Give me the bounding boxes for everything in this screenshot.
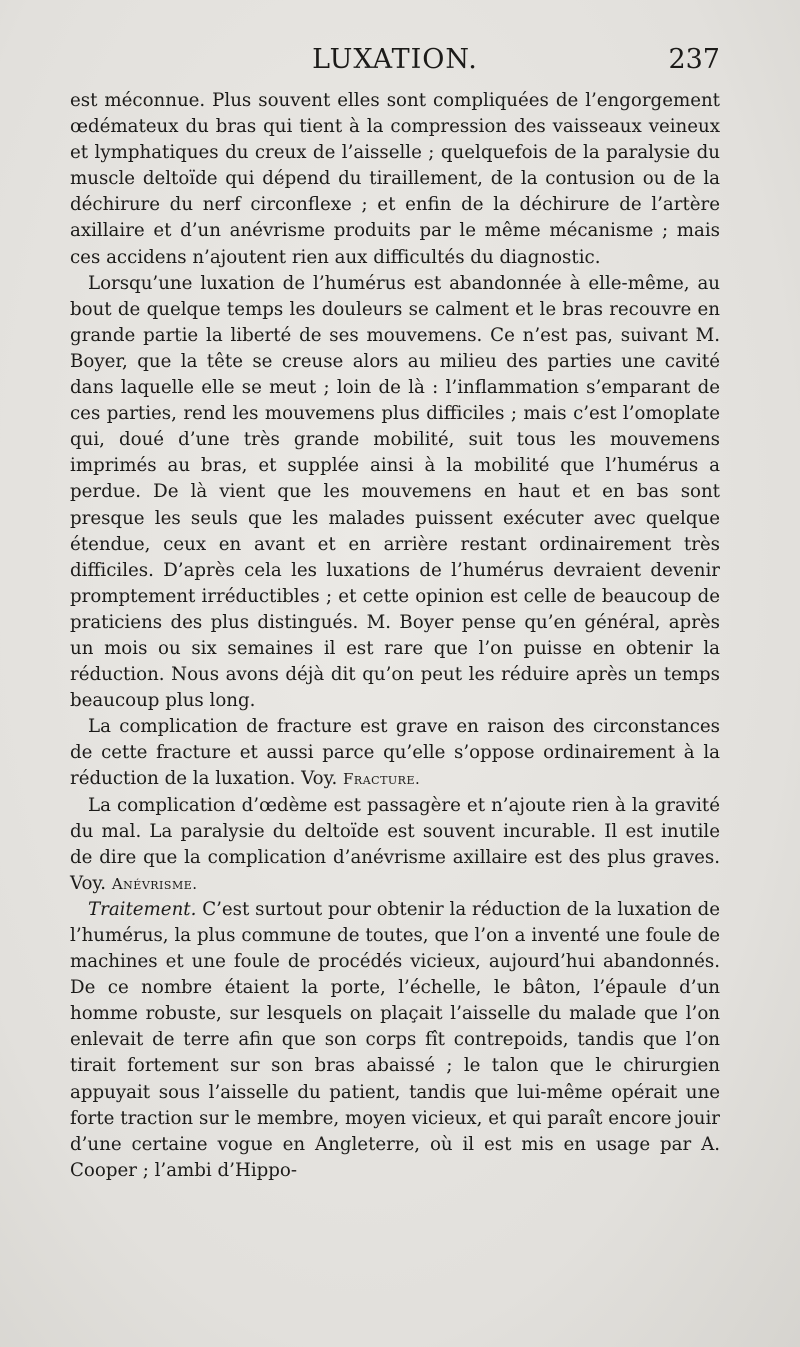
body-text bbox=[70, 88, 720, 1184]
running-head: LUXATION. bbox=[312, 44, 478, 75]
cross-reference-fracture: Fracture. bbox=[343, 770, 421, 789]
cross-reference-anevrisme: Anévrisme. bbox=[111, 874, 198, 893]
paragraph-3 bbox=[70, 714, 720, 792]
paragraph-4 bbox=[70, 793, 720, 897]
paragraph-5-text: C’est surtout pour obtenir la réduction de la luxation de l’humérus, la plus commune de toutes, que l’on a inventé une foule de machines et une foule de procédés vicieux, aujourd’hui abandonnés. De ce nombre étaient la porte, l’échelle, le bâton, l’épaule d’un homme robuste, sur lesquels on plaçait l’aisselle du malade que l’on enlevait de terre afin que son corps fît contrepoids, tandis que l’on tirait fortement sur son bras abaissé ; le talon que le chirurgien appuyait sous l’aisselle du patient, tandis que lui-même opérait une forte traction sur le membre, moyen vicieux, et qui paraît encore jouir d’une certaine vogue en Angleterre, où il est mis en usage par A. Cooper ; l’ambi d’Hippo- bbox=[70, 898, 720, 1181]
paragraph-3-text: La complication de fracture est grave en raison des circonstances de cette fracture et aussi parce qu’elle s’oppose ordinairement à la réduction de la luxation. Voy. bbox=[70, 716, 720, 790]
paragraph-5 bbox=[70, 897, 720, 1184]
paragraph-4-text: La complication d’œdème est passagère et n’ajoute rien à la gravité du mal. La paralysie du deltoïde est souvent incurable. Il est inutile de dire que la complication d’anévrisme axillaire est des plus graves. Voy. bbox=[70, 794, 720, 894]
page-number: 237 bbox=[668, 44, 720, 75]
paragraph-2: Lorsqu’une luxation de l’humérus est abandonnée à elle-même, au bout de quelque temps les douleurs se calment et le bras recouvre en grande partie la liberté de ses mouvemens. Ce n’est pas, suivant M. Boyer, que la tête se creuse alors au milieu des parties une cavité dans laquelle elle se meut ; loin de là : l’inflammation s’emparant de ces parties, rend les mouvemens plus difficiles ; mais c’est l’omoplate qui, doué d’une très grande mobilité, suit tous les mouvemens imprimés au bras, et supplée ainsi à la mobilité que l’humérus a perdue. De là vient que les mouvemens en haut et en bas sont presque les seuls que les malades puissent exécuter avec quelque étendue, ceux en avant et en arrière restant ordinairement très difficiles. D’après cela les luxations de l’humérus devraient devenir promptement irréductibles ; et cette opinion est celle de beaucoup de praticiens des plus distingués. M. Boyer pense qu’en général, après un mois ou six semaines il est rare que l’on puisse en obtenir la réduction. Nous avons déjà dit qu’on peut les réduire après un temps beaucoup plus long. bbox=[70, 272, 720, 712]
section-lead-traitement: Traitement. bbox=[88, 898, 197, 920]
page-header bbox=[70, 44, 720, 80]
paragraph-1: est méconnue. Plus souvent elles sont compliquées de l’engorgement œdémateux du bras qui tient à la compression des vaisseaux veineux et lymphatiques du creux de l’aisselle ; quelquefois de la paralysie du muscle deltoïde qui dépend du tiraillement, de la contusion ou de la déchirure du nerf circonflexe ; et enfin de la déchirure de l’artère axillaire et d’un anévrisme produits par le même mécanisme ; mais ces accidens n’ajoutent rien aux difficultés du diagnostic. bbox=[70, 90, 720, 268]
